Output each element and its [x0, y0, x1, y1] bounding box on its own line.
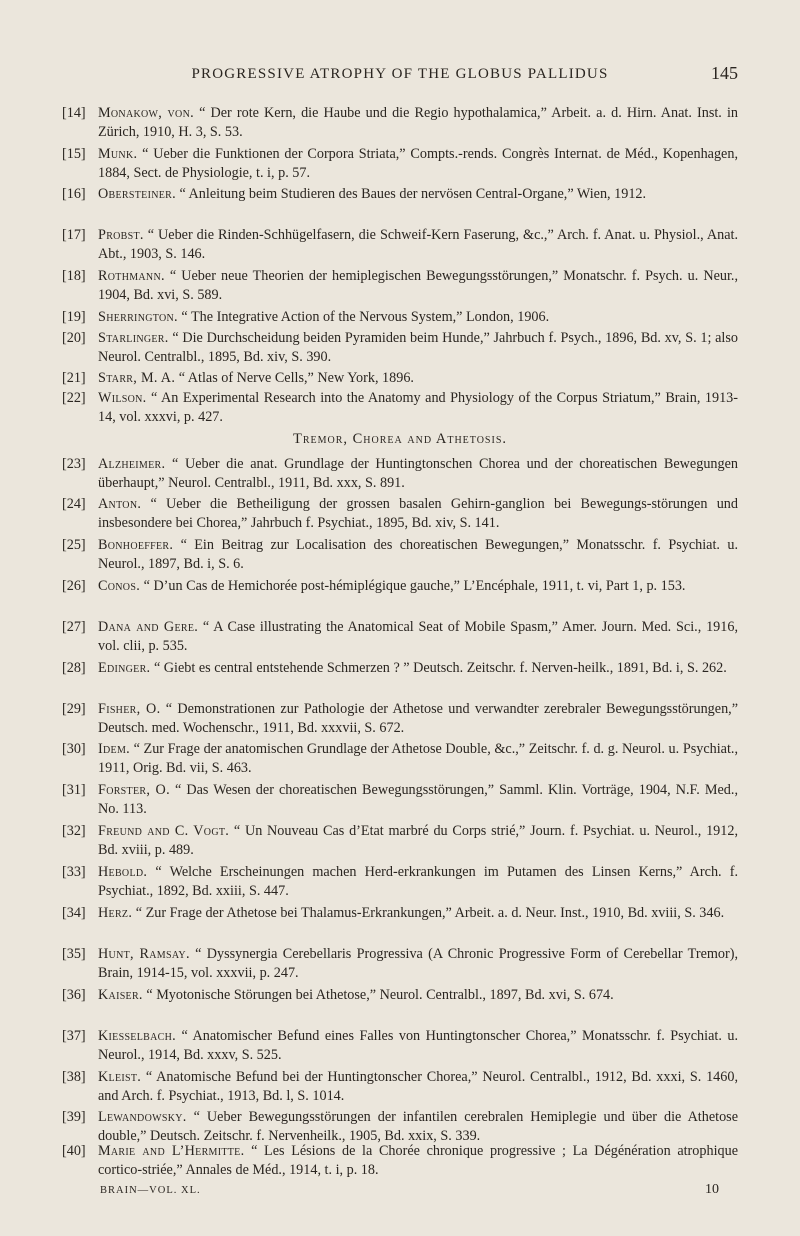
reference-entry	[62, 329, 738, 368]
reference-entry	[62, 1027, 738, 1066]
reference-text: “ Un Nouveau Cas d’Etat marbré du Corps strié,” Journ. f. Psychiat. u. Neurol., 1912, Bd. xviii, p. 489.	[98, 823, 738, 859]
reference-author: Kiesselbach.	[98, 1028, 176, 1044]
reference-author: Freund and C. Vogt.	[98, 823, 230, 839]
reference-number: [35]	[62, 946, 86, 962]
reference-author: Kleist.	[98, 1069, 142, 1085]
reference-number: [30]	[62, 741, 86, 757]
reference-entry	[62, 536, 738, 575]
reference-text: “ Les Lésions de la Chorée chronique progressive ; La Dégénération atrophique cortico-striée,” Annales de Méd., 1914, t. i, p. 18.	[98, 1143, 738, 1179]
reference-text: “ Zur Frage der anatomischen Grundlage der Athetose Double, &c.,” Zeitschr. f. d. g. Neurol. u. Psychiat., 1911, Orig. Bd. vii, S. 463.	[98, 741, 738, 777]
reference-text: “ Ueber neue Theorien der hemiplegischen Bewegungsstörungen,” Monatschr. f. Psych. u. Neur., 1904, Bd. xvi, S. 589.	[98, 268, 738, 304]
reference-author: Probst.	[98, 227, 144, 243]
reference-text: “ Myotonische Störungen bei Athetose,” Neurol. Centralbl., 1897, Bd. xvi, S. 674.	[142, 987, 614, 1003]
reference-author: Alzheimer.	[98, 456, 166, 472]
running-header	[0, 62, 800, 86]
reference-entry	[62, 577, 738, 596]
reference-number: [38]	[62, 1069, 86, 1085]
reference-entry	[62, 369, 738, 388]
reference-number: [36]	[62, 987, 86, 1003]
section-heading: Tremor, Chorea and Athetosis.	[292, 431, 508, 447]
reference-author: Idem.	[98, 741, 130, 757]
reference-author: Marie and L’Hermitte.	[98, 1143, 245, 1159]
reference-number: [17]	[62, 227, 86, 243]
reference-number: [19]	[62, 309, 86, 325]
reference-number: [33]	[62, 864, 86, 880]
reference-author: Obersteiner.	[98, 186, 176, 202]
reference-author: Starr, M. A.	[98, 370, 176, 386]
reference-entry	[62, 740, 738, 779]
reference-author: Dana and Gere.	[98, 619, 199, 635]
reference-number: [14]	[62, 105, 86, 121]
reference-entry	[62, 185, 738, 204]
reference-author: Edinger.	[98, 660, 151, 676]
reference-author: Fisher, O.	[98, 701, 161, 717]
reference-number: [32]	[62, 823, 86, 839]
reference-text: “ Die Durchscheidung beiden Pyramiden beim Hunde,” Jahrbuch f. Psych., 1896, Bd. xv, S. 1; also Neurol. Centralbl., 1895, Bd. xiv, S. 390.	[98, 330, 738, 366]
reference-number: [20]	[62, 330, 86, 346]
reference-entry	[62, 986, 738, 1005]
reference-entry	[62, 822, 738, 861]
reference-number: [21]	[62, 370, 86, 386]
reference-number: [39]	[62, 1109, 86, 1125]
reference-entry	[62, 308, 738, 327]
reference-author: Wilson.	[98, 390, 147, 406]
reference-entry	[62, 1142, 738, 1181]
reference-author: Monakow, von.	[98, 105, 194, 121]
reference-author: Conos.	[98, 578, 141, 594]
reference-text: “ Anleitung beim Studieren des Baues der nervösen Central-Organe,” Wien, 1912.	[175, 186, 647, 202]
reference-text: “ Giebt es central entstehende Schmerzen ? ” Deutsch. Zeitschr. f. Nerven-heilk., 1891, Bd. i, S. 262.	[150, 660, 727, 676]
reference-entry	[62, 863, 738, 902]
reference-entry	[62, 945, 738, 984]
reference-number: [34]	[62, 905, 86, 921]
reference-entry	[62, 1108, 738, 1147]
reference-author: Rothmann.	[98, 268, 165, 284]
reference-entry	[62, 389, 738, 428]
reference-entry	[62, 781, 738, 820]
reference-text: “ A Case illustrating the Anatomical Seat of Mobile Spasm,” Amer. Journ. Med. Sci., 1916, vol. clii, p. 535.	[98, 619, 738, 655]
reference-number: [29]	[62, 701, 86, 717]
reference-number: [28]	[62, 660, 86, 676]
reference-entry	[62, 904, 738, 923]
reference-text: “ Das Wesen der choreatischen Bewegungsstörungen,” Samml. Klin. Vorträge, 1904, N.F. Med., No. 113.	[98, 782, 738, 818]
reference-number: [15]	[62, 146, 86, 162]
footer-sheet-number: 10	[705, 1182, 719, 1197]
running-title: PROGRESSIVE ATROPHY OF THE GLOBUS PALLIDUS	[191, 66, 609, 82]
reference-entry	[62, 1068, 738, 1107]
reference-number: [40]	[62, 1143, 86, 1159]
reference-number: [23]	[62, 456, 86, 472]
reference-entry	[62, 267, 738, 306]
reference-text: “ An Experimental Research into the Anatomy and Physiology of the Corpus Striatum,” Brain, 1913-14, vol. xxxvi, p. 427.	[98, 390, 738, 426]
reference-entry	[62, 495, 738, 534]
reference-entry	[62, 618, 738, 657]
reference-author: Sherrington.	[98, 309, 178, 325]
reference-entry	[62, 104, 738, 143]
reference-author: Anton.	[98, 496, 142, 512]
reference-author: Lewandowsky.	[98, 1109, 187, 1125]
reference-number: [27]	[62, 619, 86, 635]
reference-number: [16]	[62, 186, 86, 202]
reference-text: “ Ueber die Rinden-Schhügelfasern, die Schweif-Kern Faserung, &c.,” Arch. f. Anat. u. Physiol., Anat. Abt., 1903, S. 146.	[98, 227, 738, 263]
reference-author: Munk.	[98, 146, 138, 162]
reference-text: “ Zur Frage der Athetose bei Thalamus-Erkrankungen,” Arbeit. a. d. Neur. Inst., 1910, Bd. xviii, S. 346.	[132, 905, 725, 921]
reference-entry	[62, 700, 738, 739]
reference-number: [22]	[62, 390, 86, 406]
reference-text: “ Dyssynergia Cerebellaris Progressiva (A Chronic Progressive Form of Cerebellar Tremor), Brain, 1914-15, vol. xxxvii, p. 247.	[98, 946, 738, 982]
footer-signature: BRAIN—VOL. XL.	[100, 1185, 201, 1196]
reference-author: Hebold.	[98, 864, 148, 880]
reference-author: Herz.	[98, 905, 133, 921]
reference-text: “ Welche Erscheinungen machen Herd-erkrankungen im Putamen des Linsen Kerns,” Arch. f. Psychiat., 1892, Bd. xxiii, S. 447.	[98, 864, 738, 900]
reference-text: “ Anatomischer Befund eines Falles von Huntingtonscher Chorea,” Monatsschr. f. Psychiat. u. Neurol., 1914, Bd. xxxv, S. 525.	[98, 1028, 738, 1064]
reference-text: “ Demonstrationen zur Pathologie der Athetose und verwandter zerebraler Bewegungsstörungen,” Deutsch. med. Wochenschr., 1911, Bd. xxxvii, S. 672.	[98, 701, 739, 737]
reference-author: Hunt, Ramsay.	[98, 946, 190, 962]
reference-author: Kaiser.	[98, 987, 143, 1003]
reference-entry	[62, 659, 738, 678]
reference-number: [18]	[62, 268, 86, 284]
page-number: 145	[711, 63, 738, 83]
reference-text: “ Ein Beitrag zur Localisation des choreatischen Bewegungen,” Monatsschr. f. Psychiat. u. Neurol., 1897, Bd. i, S. 6.	[98, 537, 738, 573]
reference-text: “ The Integrative Action of the Nervous System,” London, 1906.	[177, 309, 550, 325]
reference-text: “ Anatomische Befund bei der Huntingtonscher Chorea,” Neurol. Centralbl., 1912, Bd. xxxi, S. 1460, and Arch. f. Psychiat., 1913, Bd. l, S. 1014.	[98, 1069, 738, 1105]
reference-text: “ Ueber die Betheiligung der grossen basalen Gehirn-ganglion bei Bewegungs-störungen und insbesondere bei Chorea,” Jahrbuch f. Psychiat., 1895, Bd. xiv, S. 141.	[98, 496, 738, 532]
reference-text: “ D’un Cas de Hemichorée post-hémiplégique gauche,” L’Encéphale, 1911, t. vi, Part 1, p. 153.	[140, 578, 686, 594]
reference-number: [24]	[62, 496, 86, 512]
reference-author: Bonhoeffer.	[98, 537, 174, 553]
reference-number: [26]	[62, 578, 86, 594]
reference-number: [25]	[62, 537, 86, 553]
reference-entry	[62, 455, 738, 494]
reference-entry	[62, 145, 738, 184]
reference-number: [31]	[62, 782, 86, 798]
reference-number: [37]	[62, 1028, 86, 1044]
reference-text: “ Atlas of Nerve Cells,” New York, 1896.	[175, 370, 414, 386]
reference-text: “ Ueber die anat. Grundlage der Huntingtonschen Chorea und der choreatischen Bewegungen überhaupt,” Neurol. Centralbl., 1911, Bd. xxx, S. 891.	[98, 456, 738, 492]
reference-author: Forster, O.	[98, 782, 170, 798]
reference-text: “ Der rote Kern, die Haube und die Regio hypothalamica,” Arbeit. a. d. Hirn. Anat. Inst. in Zürich, 1910, H. 3, S. 53.	[98, 105, 738, 141]
reference-entry	[62, 226, 738, 265]
reference-text: “ Ueber die Funktionen der Corpora Striata,” Compts.-rends. Congrès Internat. de Méd., Kopenhagen, 1884, Sect. de Physiologie, t. i, p. 57.	[98, 146, 738, 182]
reference-text: “ Ueber Bewegungsstörungen der infantilen cerebralen Hemiplegie und über die Athetose double,” Deutsch. Zeitschr. f. Nervenheilk., 1905, Bd. xxix, S. 339.	[98, 1109, 738, 1145]
reference-author: Starlinger.	[98, 330, 169, 346]
